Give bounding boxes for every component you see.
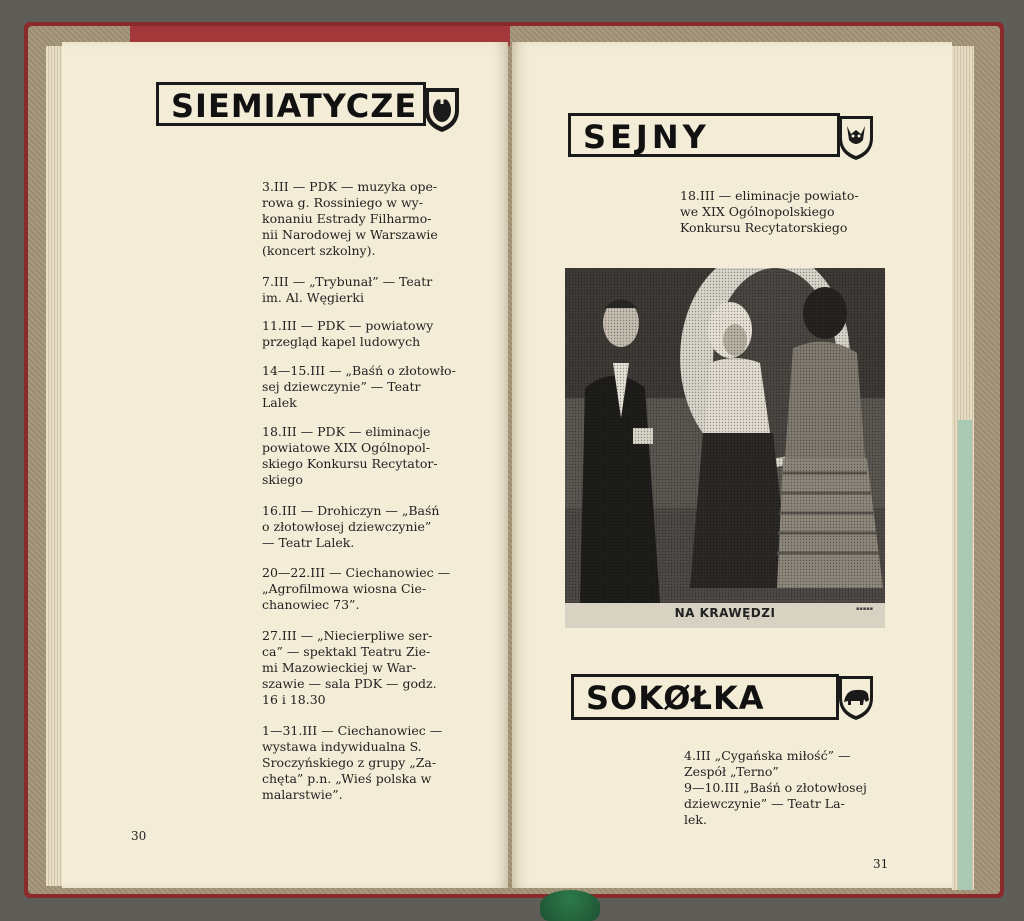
town-name: SEJNY xyxy=(583,118,710,156)
town-header-sejny xyxy=(568,113,840,157)
event-entry: 14—15.III — „Baśń o złotowło- sej dziewczynie” — Teatr Lalek xyxy=(262,363,456,410)
event-photo xyxy=(565,268,885,628)
town-name: SIEMIATYCZE xyxy=(171,87,418,125)
siemiatycze-crest-icon xyxy=(422,84,462,134)
page-number-right: 31 xyxy=(873,857,889,871)
sejny-crest-icon xyxy=(836,112,876,162)
event-entry: 4.III „Cygańska miłość” — Zespół „Terno” xyxy=(684,748,851,779)
sokolka-crest-icon xyxy=(836,672,876,722)
page-number-left: 30 xyxy=(131,829,147,843)
town-name: SOKØŁKA xyxy=(586,679,765,717)
green-tab xyxy=(958,420,972,890)
photo-credit-mark: ▪▪▪▪▪ xyxy=(856,606,873,612)
event-entry: 16.III — Drohiczyn — „Baśń o złotowłosej dziewczynie” — Teatr Lalek. xyxy=(262,503,440,550)
event-entry: 7.III — „Trybunał” — Teatr im. Al. Węgierki xyxy=(262,274,433,305)
event-entry: 18.III — PDK — eliminacje powiatowe XIX Ogólnopol- skiego Konkursu Recytator- skiego xyxy=(262,424,438,487)
event-entry: 9—10.III „Baśń o złotowłosej dziewczynie” — Teatr La- lek. xyxy=(684,780,867,827)
event-entry: 1—31.III — Ciechanowiec — wystawa indywidualna S. Sroczyńskiego z grupy „Za- chęta” p.n. „Wieś polska w malarstwie”. xyxy=(262,723,443,802)
event-entry: 3.III — PDK — muzyka ope- rowa g. Rossiniego w wy- konaniu Estrady Filharmo- nii Narodowej w Warszawie (koncert szkolny). xyxy=(262,179,438,258)
photo-caption: NA KRAWĘDZI xyxy=(674,606,776,620)
event-entry: 27.III — „Niecierpliwe ser- ca” — spektakl Teatru Zie- mi Mazowieckiej w War- szawie — sala PDK — godz. 16 i 18.30 xyxy=(262,628,437,707)
event-entry: 20—22.III — Ciechanowiec — „Agrofilmowa wiosna Cie- chanowiec 73”. xyxy=(262,565,451,612)
left-page-edges xyxy=(46,46,62,886)
event-entry: 18.III — eliminacje powiato- we XIX Ogólnopolskiego Konkursu Recytatorskiego xyxy=(680,188,859,235)
bookmark-ribbon xyxy=(540,890,600,921)
town-header-sokolka xyxy=(571,674,839,720)
town-header-siemiatycze xyxy=(156,82,426,126)
event-entry: 11.III — PDK — powiatowy przegląd kapel ludowych xyxy=(262,318,434,349)
